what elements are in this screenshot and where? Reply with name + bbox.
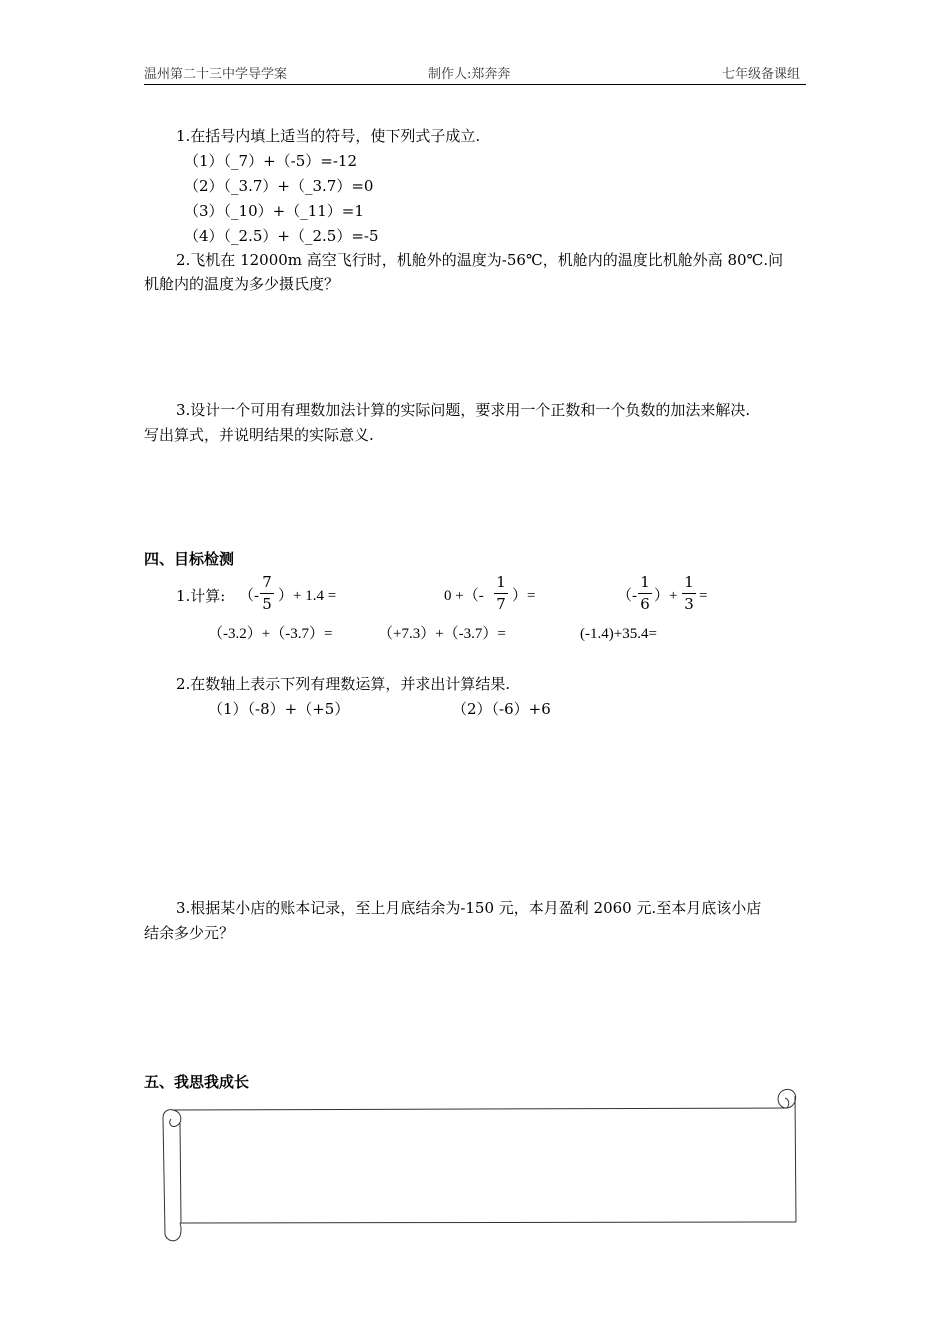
expr2-denominator: 7 bbox=[496, 595, 506, 613]
expr3-numerator-2: 1 bbox=[684, 573, 694, 591]
q3-line-1: 3.设计一个可用有理数加法计算的实际问题，要求用一个正数和一个负数的加法来解决. bbox=[176, 401, 751, 419]
row2-expr-2: （+7.3）+（-3.7）= bbox=[378, 626, 506, 642]
expr2-pre: 0 +（- bbox=[444, 588, 484, 604]
row2-expr-1: （-3.2）+（-3.7）= bbox=[208, 626, 333, 642]
q2-stem: 2.在数轴上表示下列有理数运算，并求出计算结果. bbox=[176, 675, 511, 693]
q1-stem: 1.在括号内填上适当的符号，使下列式子成立. bbox=[176, 127, 481, 145]
q1-item-4: （4）（_2.5）+（_2.5）=-5 bbox=[184, 227, 379, 245]
expr3-mid: ）+ bbox=[654, 588, 678, 604]
header-group: 七年级备课组 bbox=[722, 67, 801, 82]
expr3-denominator-1: 6 bbox=[640, 595, 650, 613]
q3-line-2: 写出算式，并说明结果的实际意义. bbox=[144, 426, 374, 444]
expr3-denominator-2: 3 bbox=[684, 595, 694, 613]
row2-expr-3: (-1.4)+35.4= bbox=[580, 626, 657, 642]
q2-line-2: 机舱内的温度为多少摄氏度？ bbox=[144, 275, 340, 293]
expr3-rest: = bbox=[699, 588, 708, 604]
header-author: 制作人:郑奔奔 bbox=[428, 67, 511, 82]
section-4-title: 四、目标检测 bbox=[144, 550, 235, 568]
q1-item-2: （2）（_3.7）+（_3.7）=0 bbox=[184, 177, 374, 195]
expr2-rest: ）= bbox=[512, 588, 536, 604]
q3-line-2: 结余多少元？ bbox=[144, 924, 235, 942]
header-school: 温州第二十三中学导学案 bbox=[144, 67, 288, 82]
expr1-rest: ）+ 1.4 = bbox=[278, 588, 337, 604]
expr1-denominator: 5 bbox=[262, 595, 272, 613]
expr3-numerator-1: 1 bbox=[640, 573, 650, 591]
q2-line-1: 2.飞机在 12000m 高空飞行时，机舱外的温度为-56℃，机舱内的温度比机舱外高 80℃.问 bbox=[176, 251, 784, 269]
expr1-numerator: 7 bbox=[262, 573, 272, 591]
expr2-numerator: 1 bbox=[496, 573, 506, 591]
expr3-open: （- bbox=[617, 588, 637, 604]
section-5-title: 五、我思我成长 bbox=[144, 1073, 250, 1091]
calc-label: 1.计算: bbox=[176, 587, 226, 605]
expr1-open: （- bbox=[239, 588, 259, 604]
q2-item-2: （2）（-6）+6 bbox=[452, 700, 551, 718]
q3-line-1: 3.根据某小店的账本记录，至上月底结余为-150 元，本月盈利 2060 元.至本月底该小店 bbox=[176, 899, 762, 917]
q1-item-1: （1）（_7）+（-5）=-12 bbox=[184, 152, 357, 170]
q1-item-3: （3）（_10）+（_11）=1 bbox=[184, 202, 364, 220]
q2-item-1: （1）（-8）+（+5） bbox=[208, 700, 350, 718]
